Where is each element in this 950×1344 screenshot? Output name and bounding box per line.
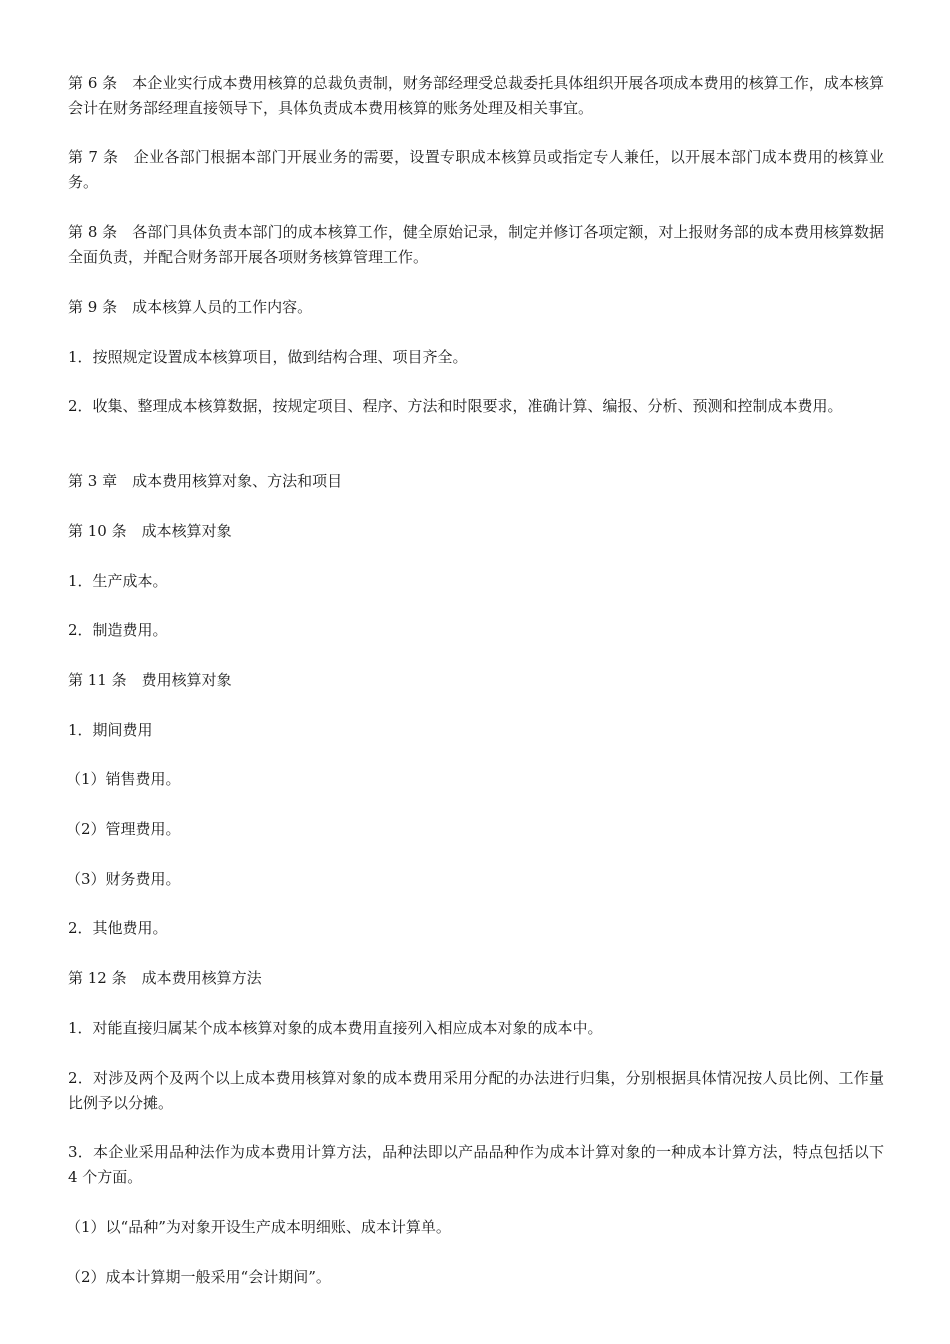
chapter-3-heading: 第 3 章 成本费用核算对象、方法和项目 (68, 472, 343, 490)
article-11-subitem-1: （1）销售费用。 (66, 770, 181, 788)
article-6-paragraph: 第 6 条 本企业实行成本费用核算的总裁负责制，财务部经理受总裁委托具体组织开展各项成本费用的核算工作，成本核算会计在财务部经理直接领导下，具体负责成本费用核算的账务处理及相关事宜。 (68, 74, 884, 117)
article-12-heading: 第 12 条 成本费用核算方法 (68, 969, 262, 987)
article-7-paragraph: 第 7 条 企业各部门根据本部门开展业务的需要，设置专职成本核算员或指定专人兼任，以开展本部门成本费用的核算业务。 (68, 148, 884, 191)
article-12-subitem-2: （2）成本计算期一般采用“会计期间”。 (66, 1268, 331, 1286)
article-12-item-2: 2．对涉及两个及两个以上成本费用核算对象的成本费用采用分配的办法进行归集，分别根据具体情况按人员比例、工作量比例予以分摊。 (68, 1069, 884, 1112)
article-11-subitem-3: （3）财务费用。 (66, 870, 181, 888)
article-11-subitem-2: （2）管理费用。 (66, 820, 181, 838)
article-11-item-2: 2．其他费用。 (68, 919, 168, 937)
article-11-heading: 第 11 条 费用核算对象 (68, 671, 232, 689)
article-8-paragraph: 第 8 条 各部门具体负责本部门的成本核算工作，健全原始记录，制定并修订各项定额，对上报财务部的成本费用核算数据全面负责，并配合财务部开展各项财务核算管理工作。 (68, 223, 884, 266)
article-9-heading: 第 9 条 成本核算人员的工作内容。 (68, 298, 313, 316)
article-9-item-1: 1．按照规定设置成本核算项目，做到结构合理、项目齐全。 (68, 348, 468, 366)
article-12-subitem-1: （1）以“品种”为对象开设生产成本明细账、成本计算单。 (66, 1218, 451, 1236)
article-10-heading: 第 10 条 成本核算对象 (68, 522, 232, 540)
article-11-item-1: 1．期间费用 (68, 721, 153, 739)
article-9-item-2: 2．收集、整理成本核算数据，按规定项目、程序、方法和时限要求，准确计算、编报、分析、预测和控制成本费用。 (68, 397, 843, 415)
article-12-item-1: 1．对能直接归属某个成本核算对象的成本费用直接列入相应成本对象的成本中。 (68, 1019, 603, 1037)
article-10-item-2: 2．制造费用。 (68, 621, 168, 639)
article-10-item-1: 1．生产成本。 (68, 572, 168, 590)
article-12-item-3: 3．本企业采用品种法作为成本费用计算方法，品种法即以产品品种作为成本计算对象的一种成本计算方法，特点包括以下 4 个方面。 (68, 1143, 884, 1186)
